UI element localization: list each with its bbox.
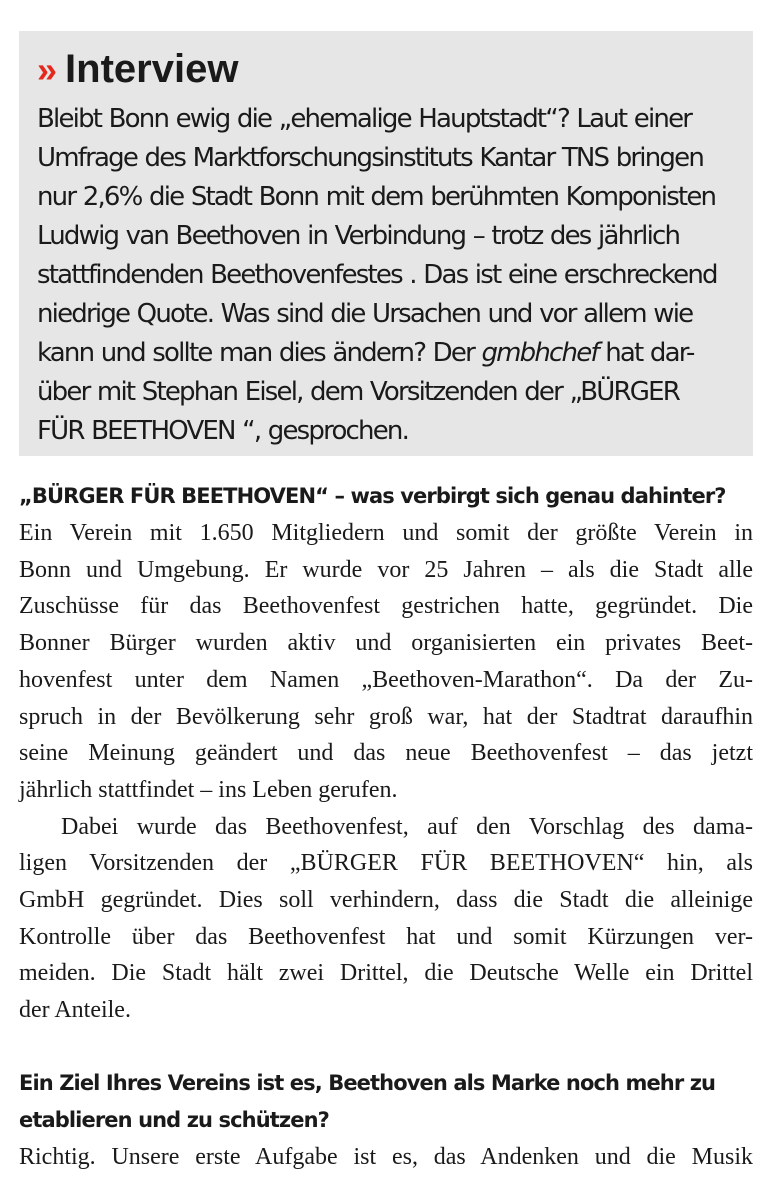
text-line: der Anteile. bbox=[19, 997, 131, 1024]
text-line: jährlich stattfindet – ins Leben gerufen. bbox=[19, 776, 398, 803]
text-line: spruch in der Bevölkerung sehr groß war, hat der Stadtrat daraufhin bbox=[19, 703, 753, 730]
chevron-right-icon: » bbox=[37, 49, 58, 90]
article-body bbox=[19, 478, 753, 1176]
intro-text bbox=[37, 100, 735, 451]
question-1 bbox=[19, 478, 753, 515]
text-line: hovenfest unter dem Namen „Beethoven-Marathon“. Da der Zu- bbox=[19, 666, 753, 693]
question-line: „BÜRGER FÜR BEETHOVEN“ – was verbirgt sich genau dahinter? bbox=[19, 484, 726, 508]
intro-line-tail: hat dar- bbox=[605, 338, 694, 368]
text-line: meiden. Die Stadt hält zwei Drittel, die Deutsche Welle ein Drittel bbox=[19, 960, 753, 987]
text-line: Richtig. Unsere erste Aufgabe ist es, das Andenken und die Musik bbox=[19, 1143, 753, 1170]
intro-line: nur 2,6% die Stadt Bonn mit dem berühmten Komponisten bbox=[37, 182, 716, 212]
question-line: Ein Ziel Ihres Vereins ist es, Beethoven als Marke noch mehr zu bbox=[19, 1070, 716, 1095]
intro-line: Bleibt Bonn ewig die „ehemalige Hauptstadt“? Laut einer bbox=[37, 104, 692, 134]
intro-line: Ludwig van Beethoven in Verbindung – trotz des jährlich bbox=[37, 221, 680, 251]
intro-line bbox=[37, 334, 735, 373]
question-line: etablieren und zu schützen? bbox=[19, 1107, 329, 1132]
intro-heading-text: Interview bbox=[65, 47, 239, 91]
intro-line: stattfindenden Beethovenfestes . Das ist eine erschreckend bbox=[37, 260, 717, 290]
intro-line: über mit Stephan Eisel, dem Vorsitzenden der „BÜRGER bbox=[37, 377, 679, 407]
answer-1-paragraph-2 bbox=[19, 809, 753, 1029]
magazine-name: gmbhchef bbox=[481, 338, 598, 368]
question-2 bbox=[19, 1065, 753, 1139]
text-line: ligen Vorsitzenden der „BÜRGER FÜR BEETHOVEN“ hin, als bbox=[19, 850, 753, 877]
intro-line-head: kann und sollte man dies ändern? Der bbox=[37, 338, 474, 368]
interview-intro-box bbox=[19, 31, 753, 456]
text-line: Dabei wurde das Beethovenfest, auf den Vorschlag des dama- bbox=[61, 813, 753, 840]
text-line: GmbH gegründet. Dies soll verhindern, dass die Stadt die alleinige bbox=[19, 887, 753, 914]
text-line: Zuschüsse für das Beethovenfest gestrichen hatte, gegründet. Die bbox=[19, 593, 753, 620]
answer-1-paragraph-1 bbox=[19, 515, 753, 809]
text-line: Bonn und Umgebung. Er wurde vor 25 Jahren – als die Stadt alle bbox=[19, 556, 753, 583]
intro-line: FÜR BEETHOVEN “, gesprochen. bbox=[37, 416, 409, 446]
intro-line: niedrige Quote. Was sind die Ursachen und vor allem wie bbox=[37, 299, 693, 329]
section-gap bbox=[19, 1029, 753, 1065]
text-line: Bonner Bürger wurden aktiv und organisierten ein privates Beet- bbox=[19, 630, 753, 657]
answer-2-paragraph-1 bbox=[19, 1139, 753, 1176]
intro-heading bbox=[37, 39, 735, 100]
text-line: Kontrolle über das Beethovenfest hat und somit Kürzungen ver- bbox=[19, 923, 753, 950]
intro-line: Umfrage des Marktforschungsinstituts Kantar TNS bringen bbox=[37, 143, 703, 173]
text-line: seine Meinung geändert und das neue Beethovenfest – das jetzt bbox=[19, 740, 753, 767]
text-line: Ein Verein mit 1.650 Mitgliedern und somit der größte Verein in bbox=[19, 520, 753, 546]
